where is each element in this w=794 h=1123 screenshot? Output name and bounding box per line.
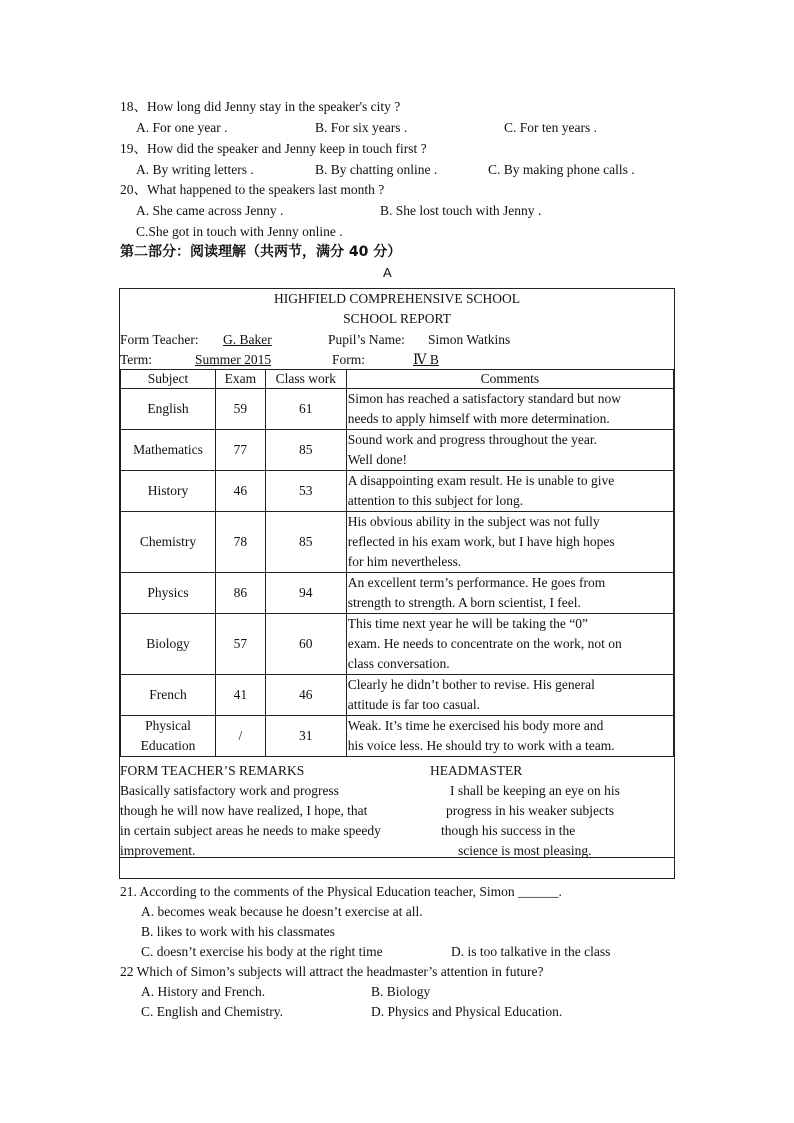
classwork-cell: 60 (265, 614, 346, 675)
q19-option-a: A. By writing letters . (136, 162, 254, 177)
comment-line: strength to strength. A born scientist, I feel. (347, 595, 581, 610)
subject-cell: English (121, 389, 216, 430)
q22-stem: 22 Which of Simon’s subjects will attract the headmaster’s attention in future? (120, 964, 544, 979)
header-classwork: Class work (265, 370, 346, 389)
q20-stem: 20、What happened to the speakers last month ? (120, 182, 385, 197)
form-teacher-remark-line: improvement. (120, 843, 196, 858)
comment-cell (346, 614, 673, 675)
headmaster-remark-line: I shall be keeping an eye on his (450, 783, 620, 798)
q20-option-c: C.She got in touch with Jenny online . (136, 224, 343, 239)
exam-cell: 86 (215, 573, 265, 614)
table-header-row (121, 370, 674, 389)
exam-cell: 77 (215, 430, 265, 471)
exam-cell: / (215, 716, 265, 757)
headmaster-remark-line: progress in his weaker subjects (446, 803, 614, 818)
form-teacher-label: Form Teacher: (120, 332, 199, 347)
q22-option-c: C. English and Chemistry. (141, 1004, 283, 1019)
comment-line: A disappointing exam result. He is unable to give (347, 473, 615, 488)
grades-table (120, 369, 674, 757)
classwork-cell: 85 (265, 430, 346, 471)
headmaster-remark-line: science is most pleasing. (458, 843, 592, 858)
classwork-cell: 31 (265, 716, 346, 757)
q21-stem: 21. According to the comments of the Physical Education teacher, Simon ______. (120, 884, 562, 899)
headmaster-remark-line: though his success in the (441, 823, 576, 838)
school-name: HIGHFIELD COMPREHENSIVE SCHOOL (273, 291, 520, 306)
q20-option-a: A. She came across Jenny . (136, 203, 284, 218)
passage-label: A (383, 265, 392, 280)
comment-line: Simon has reached a satisfactory standard but now (347, 391, 621, 406)
comment-line: His obvious ability in the subject was not fully (347, 514, 600, 529)
table-row (121, 716, 674, 757)
comment-line: reflected in his exam work, but I have high hopes (347, 534, 615, 549)
classwork-cell: 53 (265, 471, 346, 512)
table-row (121, 614, 674, 675)
subject-line: Education (140, 738, 196, 753)
q21-option-b: B. likes to work with his classmates (141, 924, 335, 939)
subject-cell: Physics (121, 573, 216, 614)
school-report (119, 288, 675, 879)
subject-cell (121, 716, 216, 757)
report-bottom-divider (120, 857, 674, 858)
pupil-name: Simon Watkins (428, 332, 511, 347)
header-exam: Exam (215, 370, 265, 389)
comment-cell (346, 389, 673, 430)
exam-cell: 46 (215, 471, 265, 512)
form-teacher-remark-line: though he will now have realized, I hope, that (120, 803, 368, 818)
classwork-cell: 94 (265, 573, 346, 614)
exam-cell: 57 (215, 614, 265, 675)
q21-option-c: C. doesn’t exercise his body at the right time (141, 944, 383, 959)
form-teacher-remark-line: in certain subject areas he needs to make speedy (120, 823, 381, 838)
form-value: Ⅳ B (413, 352, 439, 367)
q19-option-b: B. By chatting online . (315, 162, 438, 177)
subject-cell: Biology (121, 614, 216, 675)
table-row (121, 512, 674, 573)
subject-cell: French (121, 675, 216, 716)
header-comments: Comments (346, 370, 673, 389)
q21-option-d: D. is too talkative in the class (451, 944, 611, 959)
comment-line: attention to this subject for long. (347, 493, 524, 508)
q21-option-a: A. becomes weak because he doesn’t exercise at all. (141, 904, 423, 919)
classwork-cell: 85 (265, 512, 346, 573)
headmaster-label: HEADMASTER (430, 763, 523, 778)
form-teacher-remark-line: Basically satisfactory work and progress (120, 783, 339, 798)
comment-line: his voice less. He should try to work with a team. (347, 738, 615, 753)
classwork-cell: 61 (265, 389, 346, 430)
subject-cell: Chemistry (121, 512, 216, 573)
q22-option-b: B. Biology (371, 984, 431, 999)
comment-line: needs to apply himself with more determination. (347, 411, 610, 426)
q19-stem: 19、How did the speaker and Jenny keep in touch first ? (120, 141, 427, 156)
comment-line: Weak. It’s time he exercised his body more and (347, 718, 604, 733)
comment-line: Clearly he didn’t bother to revise. His general (347, 677, 595, 692)
comment-line: An excellent term’s performance. He goes from (347, 575, 606, 590)
term-value: Summer 2015 (195, 352, 272, 367)
subject-cell: History (121, 471, 216, 512)
comment-cell (346, 430, 673, 471)
exam-cell: 41 (215, 675, 265, 716)
q22-option-a: A. History and French. (141, 984, 266, 999)
comment-cell (346, 716, 673, 757)
q19-option-c: C. By making phone calls . (488, 162, 635, 177)
comment-line: class conversation. (347, 656, 450, 671)
q18-option-a: A. For one year . (136, 120, 228, 135)
comment-line: Sound work and progress throughout the year. (347, 432, 598, 447)
comment-line: This time next year he will be taking the “0” (347, 616, 589, 631)
comment-cell (346, 512, 673, 573)
comment-line: attitude is far too casual. (347, 697, 481, 712)
q18-option-b: B. For six years . (315, 120, 408, 135)
classwork-cell: 46 (265, 675, 346, 716)
comment-line: for him nevertheless. (347, 554, 462, 569)
exam-cell: 59 (215, 389, 265, 430)
header-subject: Subject (121, 370, 216, 389)
comment-line: exam. He needs to concentrate on the work, not on (347, 636, 622, 651)
exam-cell: 78 (215, 512, 265, 573)
comment-line: Well done! (347, 452, 407, 467)
subject-line: Physical (145, 718, 191, 733)
q20-option-b: B. She lost touch with Jenny . (380, 203, 542, 218)
table-row (121, 471, 674, 512)
form-teacher-name: G. Baker (223, 332, 272, 347)
subject-cell: Mathematics (121, 430, 216, 471)
comment-cell (346, 675, 673, 716)
report-title: SCHOOL REPORT (343, 311, 451, 326)
q22-option-d: D. Physics and Physical Education. (371, 1004, 563, 1019)
comment-cell (346, 471, 673, 512)
section-title: 第二部分：阅读理解（共两节，满分 40 分） (120, 244, 402, 260)
q18-stem: 18、How long did Jenny stay in the speaker's city ? (120, 99, 401, 114)
form-teacher-remarks-label: FORM TEACHER’S REMARKS (120, 763, 305, 778)
table-row (121, 389, 674, 430)
pupil-label: Pupil’s Name: (328, 332, 405, 347)
form-label: Form: (332, 352, 366, 367)
comment-cell (346, 573, 673, 614)
q18-option-c: C. For ten years . (504, 120, 597, 135)
term-label: Term: (120, 352, 153, 367)
table-row (121, 675, 674, 716)
table-row (121, 573, 674, 614)
table-row (121, 430, 674, 471)
